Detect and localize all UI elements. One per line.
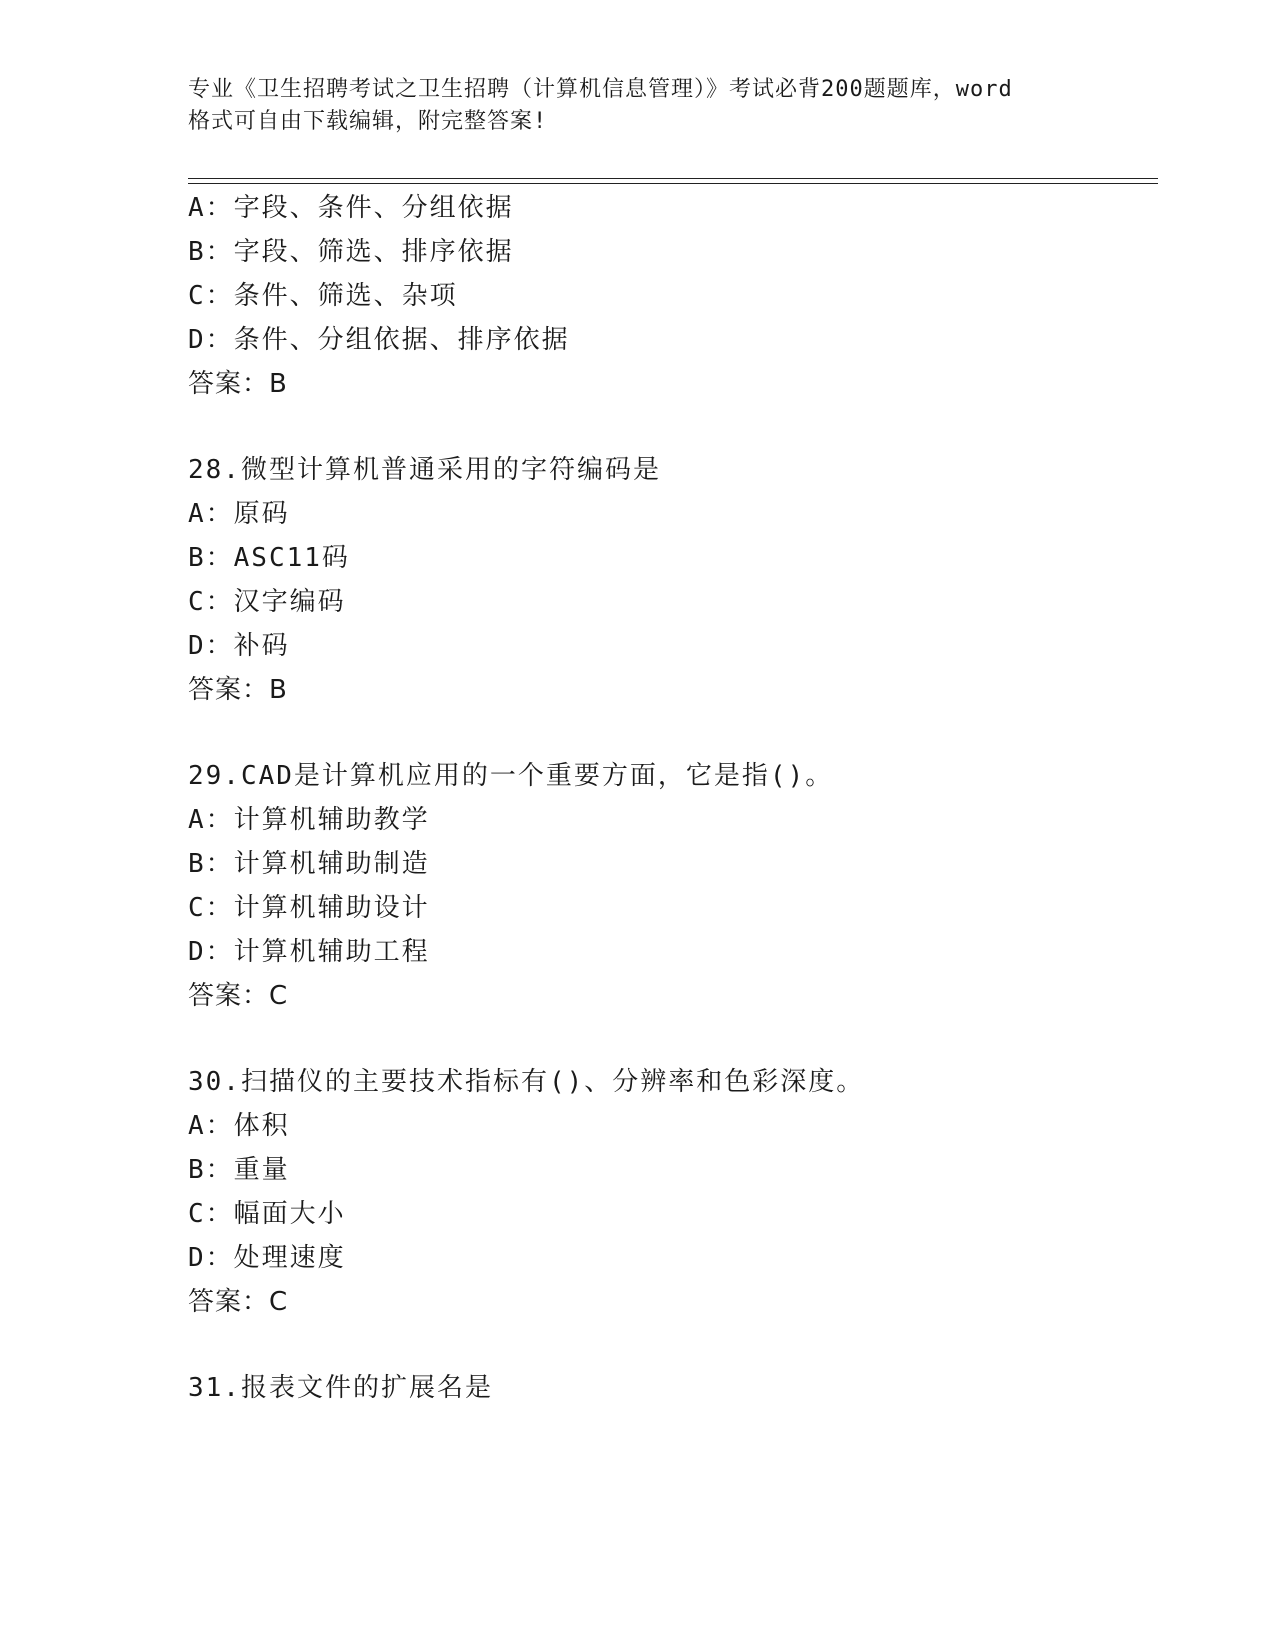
header-divider-bottom <box>188 183 1158 184</box>
header-line-1: 专业《卫生招聘考试之卫生招聘（计算机信息管理）》考试必背200题题库，word <box>188 77 1013 102</box>
q27-option-b: B：字段、筛选、排序依据 <box>188 237 514 267</box>
q27-option-c: C：条件、筛选、杂项 <box>188 281 458 311</box>
q30-question: 30.扫描仪的主要技术指标有()、分辨率和色彩深度。 <box>188 1067 865 1097</box>
q31-question: 31.报表文件的扩展名是 <box>188 1373 493 1403</box>
q28-option-b: B：ASC11码 <box>188 543 350 573</box>
q28-option-c: C：汉字编码 <box>188 587 346 617</box>
q29-option-b: B：计算机辅助制造 <box>188 849 430 879</box>
q27-option-d: D：条件、分组依据、排序依据 <box>188 325 570 355</box>
q29-option-a: A：计算机辅助教学 <box>188 805 430 835</box>
q30-option-b: B：重量 <box>188 1155 290 1185</box>
q30-answer: 答案：C <box>188 1287 289 1317</box>
header-divider-top <box>188 178 1158 179</box>
q29-option-d: D：计算机辅助工程 <box>188 937 430 967</box>
q27-option-a: A：字段、条件、分组依据 <box>188 193 514 223</box>
q30-option-c: C：幅面大小 <box>188 1199 346 1229</box>
document-header <box>188 74 1108 138</box>
q28-answer: 答案：B <box>188 675 288 705</box>
q28-question: 28.微型计算机普通采用的字符编码是 <box>188 455 661 485</box>
q29-answer: 答案：C <box>188 981 289 1011</box>
header-line-2: 格式可自由下载编辑，附完整答案! <box>188 109 548 134</box>
q30-option-a: A：体积 <box>188 1111 290 1141</box>
q29-question: 29.CAD是计算机应用的一个重要方面，它是指()。 <box>188 761 834 791</box>
q27-answer: 答案：B <box>188 369 288 399</box>
q28-option-d: D：补码 <box>188 631 290 661</box>
q30-option-d: D：处理速度 <box>188 1243 346 1273</box>
q28-option-a: A：原码 <box>188 499 290 529</box>
document-page <box>188 0 1158 1650</box>
q29-option-c: C：计算机辅助设计 <box>188 893 430 923</box>
